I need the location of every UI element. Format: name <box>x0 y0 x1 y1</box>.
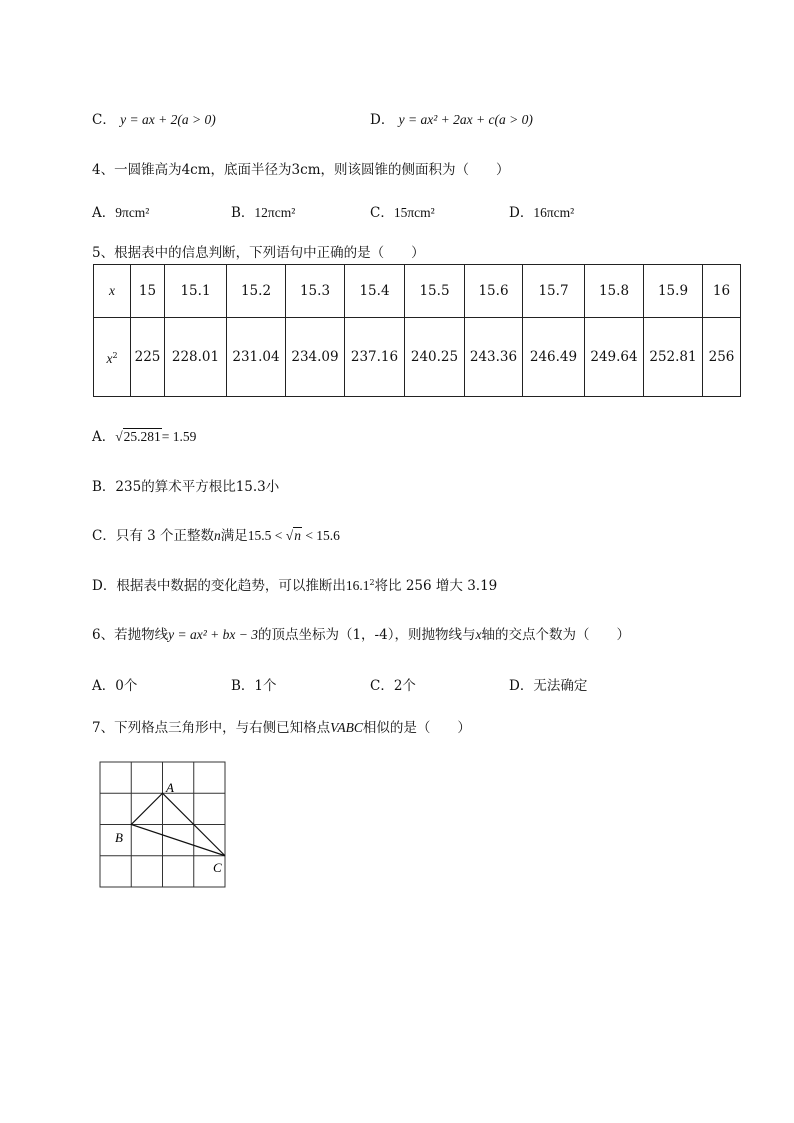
q5-value-table <box>93 264 741 397</box>
table-cell: 246.49 <box>523 318 585 397</box>
table-cell: 15.7 <box>523 265 585 318</box>
q7-grid-triangle-figure <box>90 752 240 897</box>
label-b: B <box>115 830 123 845</box>
q5-option-a: A．√25.281= 1.59 <box>92 429 197 445</box>
table-cell: 15.8 <box>585 265 644 318</box>
q5-option-b: B．235的算术平方根比15.3小 <box>92 479 280 495</box>
table-cell: 15.3 <box>286 265 345 318</box>
table-cell: 231.04 <box>227 318 286 397</box>
q3-option-d <box>370 108 533 128</box>
table-cell: 252.81 <box>644 318 703 397</box>
table-cell: 237.16 <box>345 318 405 397</box>
table-cell: 15.9 <box>644 265 703 318</box>
table-header-x-squared: $x^2$ <box>94 318 131 397</box>
q6-option-b: B．1个 <box>231 678 277 694</box>
q5-stem: 5、根据表中的信息判断，下列语句中正确的是（ ） <box>92 245 425 261</box>
table-cell: 225 <box>131 318 165 397</box>
q3-option-c-label: C． <box>92 112 116 128</box>
table-cell: 15.5 <box>405 265 465 318</box>
q4-option-b: B．12πcm² <box>231 205 296 221</box>
table-cell: 228.01 <box>165 318 227 397</box>
q5-option-c: C．只有 3 个正整数n满足15.5 < √n < 15.6 <box>92 528 340 544</box>
q7-stem: 7、下列格点三角形中，与右侧已知格点VABC相似的是（ ） <box>92 720 471 736</box>
q4-stem: 4、一圆锥高为4cm，底面半径为3cm，则该圆锥的侧面积为（ ） <box>92 162 510 178</box>
label-c: C <box>213 860 222 875</box>
table-cell: 16 <box>703 265 741 318</box>
table-cell: 15.2 <box>227 265 286 318</box>
table-cell: 240.25 <box>405 318 465 397</box>
q5-option-d: D．根据表中数据的变化趋势，可以推断出16.1$^2$将比 256 增大 3.19 <box>92 578 498 594</box>
table-cell: 234.09 <box>286 318 345 397</box>
grid <box>100 762 225 887</box>
q6-option-c: C．2个 <box>370 678 416 694</box>
table-cell: 15.6 <box>465 265 523 318</box>
table-cell: 15.1 <box>165 265 227 318</box>
q6-stem: 6、若抛物线y = ax² + bx − 3的顶点坐标为（1，-4），则抛物线与x轴的交点个数为（ ） <box>92 627 630 643</box>
q3-option-c <box>92 108 216 128</box>
table-cell: 256 <box>703 318 741 397</box>
table-cell: 243.36 <box>465 318 523 397</box>
q4-option-d: D．16πcm² <box>509 205 575 221</box>
table-cell: 15.4 <box>345 265 405 318</box>
q3-option-d-label: D． <box>370 112 395 128</box>
table-cell: 15 <box>131 265 165 318</box>
label-a: A <box>166 780 174 795</box>
q6-option-a: A．0个 <box>92 678 138 694</box>
q6-option-d: D．无法确定 <box>509 678 588 694</box>
table-cell: 249.64 <box>585 318 644 397</box>
q4-option-c: C．15πcm² <box>370 205 435 221</box>
table-row-x <box>94 265 741 318</box>
table-header-x: x <box>94 265 131 318</box>
q3-option-d-formula: y = ax² + 2ax + c(a > 0) <box>398 112 533 127</box>
table-row-x-squared <box>94 318 741 397</box>
q4-option-a: A．9πcm² <box>92 205 150 221</box>
q3-option-c-formula: y = ax + 2(a > 0) <box>120 112 216 127</box>
